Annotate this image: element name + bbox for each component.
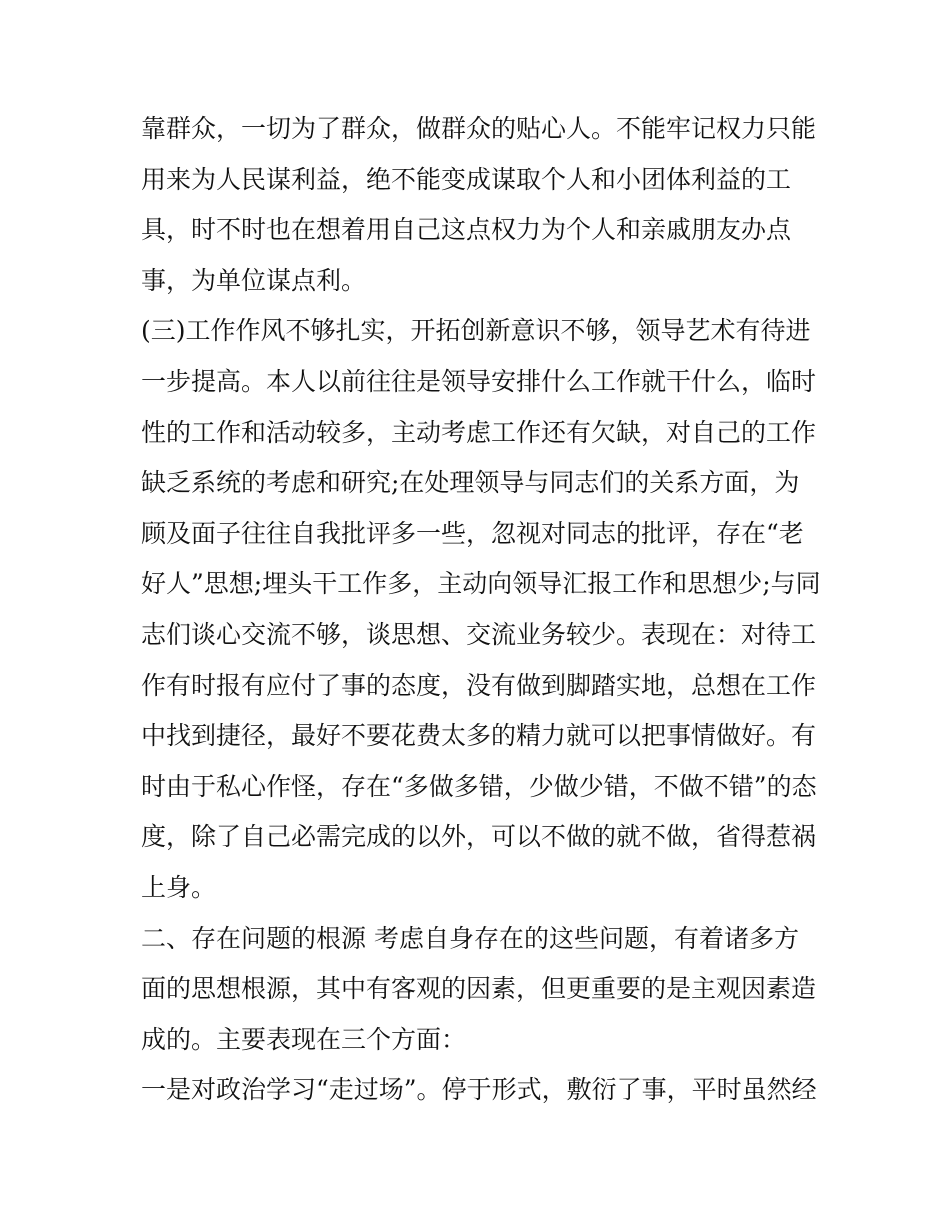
text-line: 一步提高。本人以前往往是领导安排什么工作就干什么，临时 bbox=[141, 366, 817, 396]
text-line: 中找到捷径，最好不要花费太多的精力就可以把事情做好。有 bbox=[141, 721, 817, 751]
text-line: 作有时报有应付了事的态度，没有做到脚踏实地，总想在工作 bbox=[141, 670, 817, 700]
text-line: 成的。主要表现在三个方面： bbox=[141, 1024, 467, 1054]
text-line: 事，为单位谋点利。 bbox=[141, 265, 367, 295]
text-line: 性的工作和活动较多，主动考虑工作还有欠缺，对自己的工作 bbox=[141, 417, 817, 447]
text-line: 上身。 bbox=[141, 872, 217, 902]
body-text bbox=[141, 104, 821, 1116]
text-line: 缺乏系统的考虑和研究;在处理领导与同志们的关系方面，为 bbox=[141, 468, 800, 498]
text-line: 二、存在问题的根源 考虑自身存在的这些问题，有着诸多方 bbox=[141, 923, 799, 953]
text-line: 靠群众，一切为了群众，做群众的贴心人。不能牢记权力只能 bbox=[141, 114, 817, 143]
text-line: 好人”思想;埋头干工作多，主动向领导汇报工作和思想少;与同 bbox=[141, 569, 821, 599]
text-line: 度，除了自己必需完成的以外，可以不做的就不做，省得惹祸 bbox=[141, 822, 817, 852]
text-line: 顾及面子往往自我批评多一些，忽视对同志的批评，存在“老 bbox=[141, 518, 804, 548]
text-line: 具，时不时也在想着用自己这点权力为个人和亲戚朋友办点 bbox=[141, 215, 792, 245]
text-line: (三)工作作风不够扎实，开拓创新意识不够，领导艺术有待进 bbox=[141, 316, 811, 346]
text-line: 面的思想根源，其中有客观的因素，但更重要的是主观因素造 bbox=[141, 974, 817, 1004]
text-line: 志们谈心交流不够，谈思想、交流业务较少。表现在：对待工 bbox=[141, 619, 817, 649]
text-line: 用来为人民谋利益，绝不能变成谋取个人和小团体利益的工 bbox=[141, 164, 792, 194]
text-line: 一是对政治学习“走过场”。停于形式，敷衍了事，平时虽然经 bbox=[141, 1075, 817, 1105]
text-line: 时由于私心作怪，存在“多做多错，少做少错，不做不错”的态 bbox=[141, 771, 817, 801]
